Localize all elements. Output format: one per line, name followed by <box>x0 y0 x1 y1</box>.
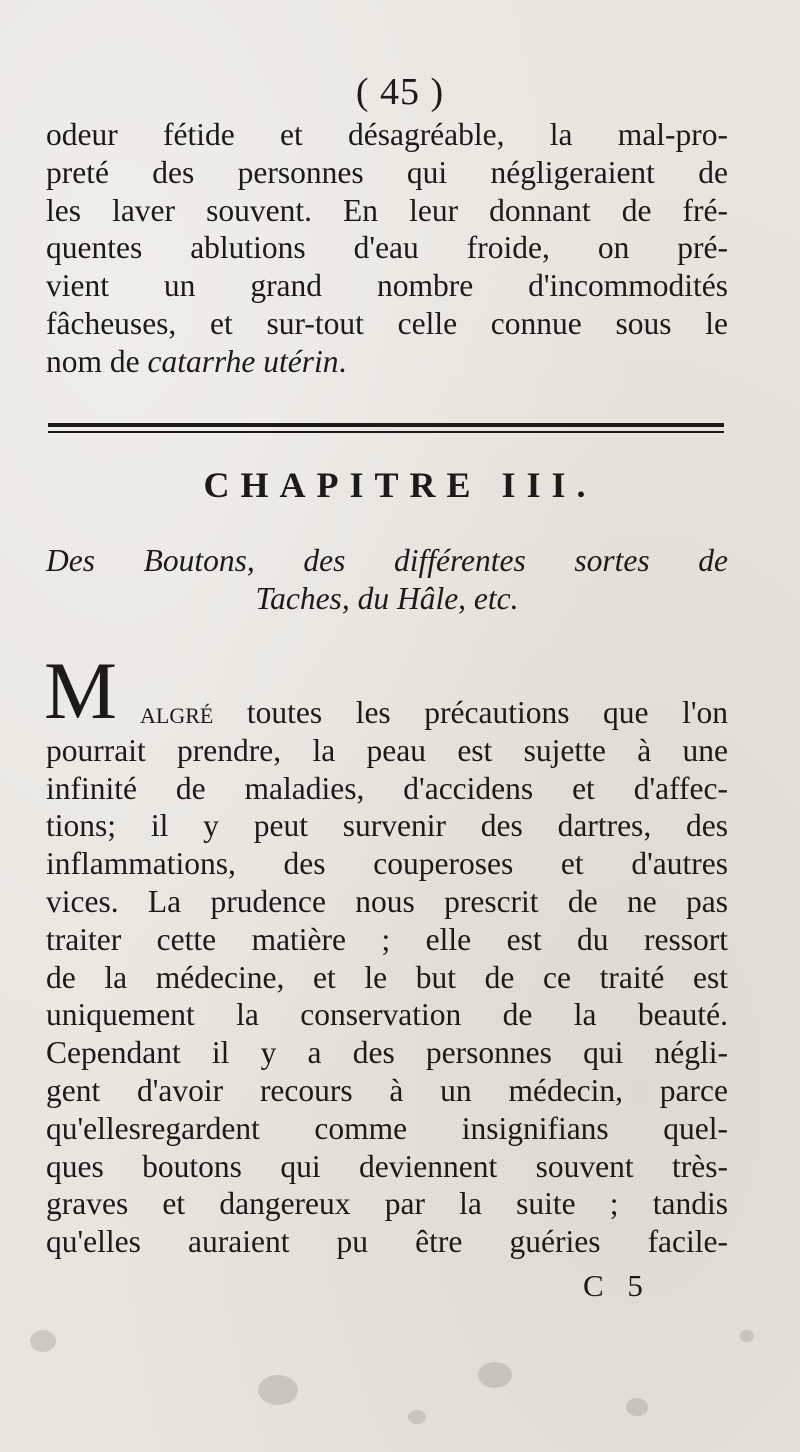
text-segment: nom de <box>46 343 148 379</box>
ink-spot <box>626 1398 648 1416</box>
ink-spot <box>30 1330 56 1352</box>
text-line: quentes ablutions d'eau froide, on pré- <box>46 230 728 266</box>
divider-thin-rule <box>48 431 724 433</box>
text-line: odeur fétide et désagréable, la mal-pro- <box>46 117 728 152</box>
smallcaps-word: algré <box>140 695 214 730</box>
text-line: vices. La prudence nous prescrit de ne pas <box>46 883 728 919</box>
ink-spot <box>478 1362 512 1388</box>
drop-cap: M <box>44 645 117 736</box>
intro-paragraph <box>46 116 728 381</box>
text-line: infinité de maladies, d'accidens et d'affec- <box>46 770 728 806</box>
text-line: qu'elles auraient pu être guéries facile- <box>46 1224 728 1260</box>
chapter-subtitle <box>46 542 728 618</box>
text-segment: . <box>338 343 347 379</box>
text-line: Cependant il y a des personnes qui négli- <box>46 1035 728 1071</box>
text-line: qu'ellesregardent comme insignifians quel- <box>46 1110 728 1146</box>
divider-thick-rule <box>48 423 724 427</box>
subtitle-line: Taches, du Hâle, etc. <box>255 581 519 616</box>
body-paragraph <box>46 694 728 1261</box>
text-line: pourrait prendre, la peau est sujette à une <box>46 732 728 768</box>
page-number: ( 45 ) <box>355 71 445 113</box>
ink-spot <box>740 1330 754 1342</box>
text-line-last <box>46 343 728 381</box>
text-line: les laver souvent. En leur donnant de fré- <box>46 192 728 228</box>
text-line: gent d'avoir recours à un médecin, parce <box>46 1072 728 1108</box>
text-line: tions; il y peut survenir des dartres, des <box>46 808 728 844</box>
text-line: ques boutons qui deviennent souvent très- <box>46 1148 728 1184</box>
text-line: fâcheuses, et sur-tout celle connue sous le <box>46 305 728 341</box>
text-line: traiter cette matière ; elle est du ressort <box>46 921 728 957</box>
ink-spot <box>408 1410 426 1424</box>
text-line: inflammations, des couperoses et d'autres <box>46 846 728 882</box>
text-line: de la médecine, et le but de ce traité est <box>46 959 728 995</box>
italic-term: catarrhe utérin <box>147 343 339 379</box>
ink-spot <box>258 1375 298 1405</box>
chapter-title: CHAPITRE III. <box>203 465 597 505</box>
text-line: graves et dangereux par la suite ; tandis <box>46 1186 728 1222</box>
text-segment: toutes les précautions que l'on <box>213 695 728 730</box>
text-line: vient un grand nombre d'incommodités <box>46 268 728 304</box>
signature-mark: C 5 <box>583 1268 651 1303</box>
text-line: uniquement la conservation de la beauté. <box>46 997 728 1033</box>
section-divider <box>48 423 724 437</box>
subtitle-line: Des Boutons, des différentes sortes de <box>46 543 728 578</box>
text-line-first <box>46 694 728 732</box>
text-line: preté des personnes qui négligeraient de <box>46 154 728 190</box>
